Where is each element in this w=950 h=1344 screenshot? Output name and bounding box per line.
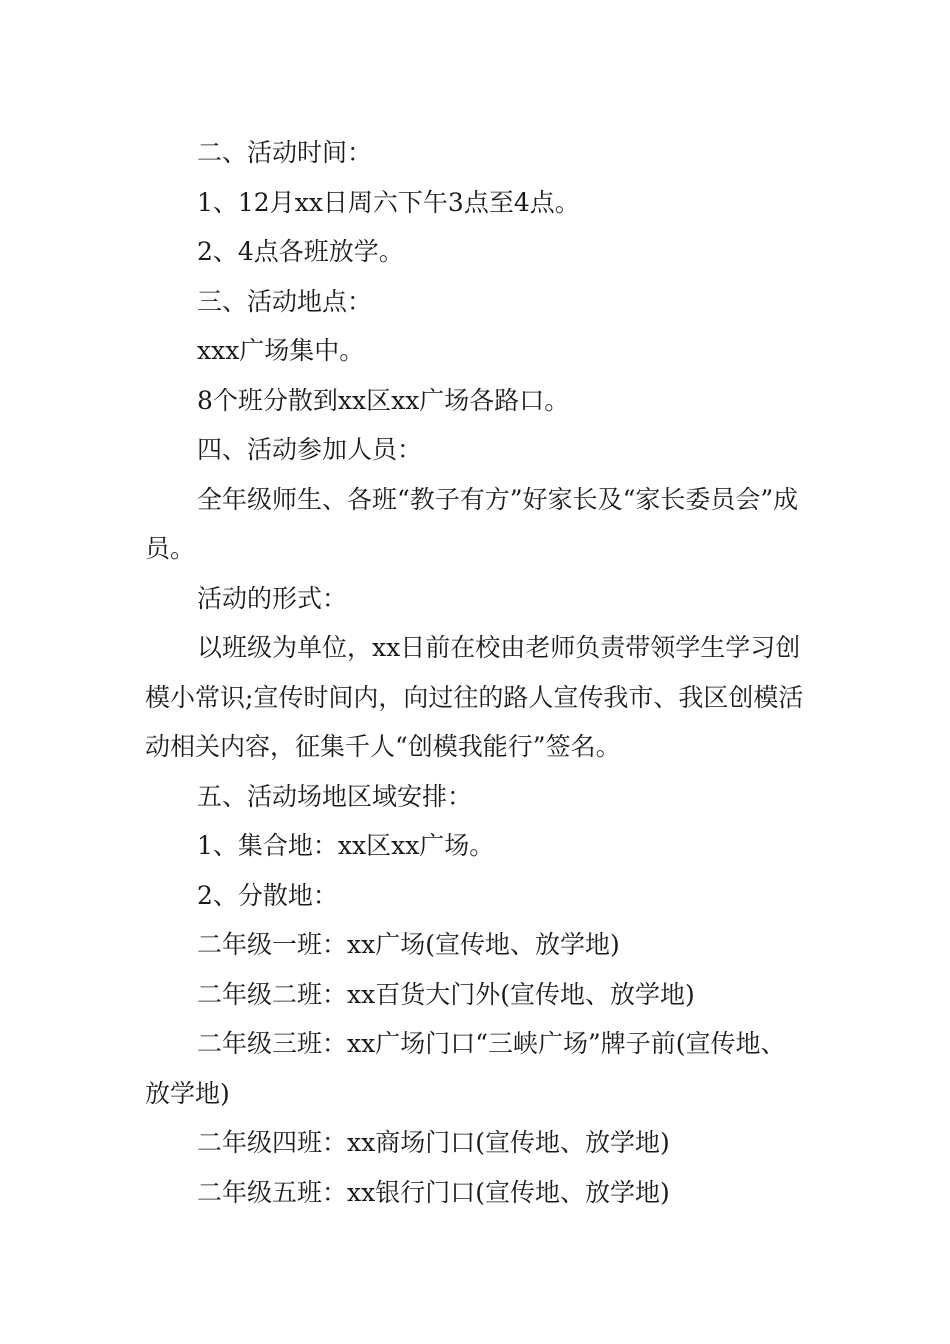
location-item-1: xxx广场集中。 — [197, 336, 365, 365]
venue-item-2: 2、分散地： — [197, 880, 338, 910]
document-body — [145, 128, 810, 1217]
participants-text: 全年级师生、各班“教子有方”好家长及“家长委员会”成员。 — [145, 484, 799, 563]
time-item-2: 2、4点各班放学。 — [197, 237, 404, 266]
section-heading-format: 活动的形式： — [197, 583, 348, 613]
class-assignment-3: 二年级三班：xx广场门口“三峡广场”牌子前(宣传地、放学地) — [145, 1029, 786, 1108]
time-item-1: 1、12月xx日周六下午3点至4点。 — [197, 187, 580, 217]
class-assignment-2: 二年级二班：xx百货大门外(宣传地、放学地) — [197, 979, 695, 1009]
location-item-2: 8个班分散到xx区xx广场各路口。 — [197, 385, 570, 415]
section-heading-participants: 四、活动参加人员： — [197, 435, 423, 464]
class-assignment-4: 二年级四班：xx商场门口(宣传地、放学地) — [197, 1128, 670, 1157]
section-heading-time: 二、活动时间： — [197, 138, 373, 167]
format-text: 以班级为单位，xx日前在校由老师负责带领学生学习创模小常识;宣传时间内，向过往的路人宣传我市、我区创模活动相关内容，征集千人“创模我能行”签名。 — [145, 633, 804, 761]
section-heading-location: 三、活动地点： — [197, 286, 373, 316]
class-assignment-1: 二年级一班：xx广场(宣传地、放学地) — [197, 930, 620, 959]
venue-item-1: 1、集合地：xx区xx广场。 — [197, 831, 495, 860]
class-assignment-5: 二年级五班：xx银行门口(宣传地、放学地) — [197, 1177, 670, 1207]
section-heading-venue: 五、活动场地区域安排： — [197, 781, 473, 811]
